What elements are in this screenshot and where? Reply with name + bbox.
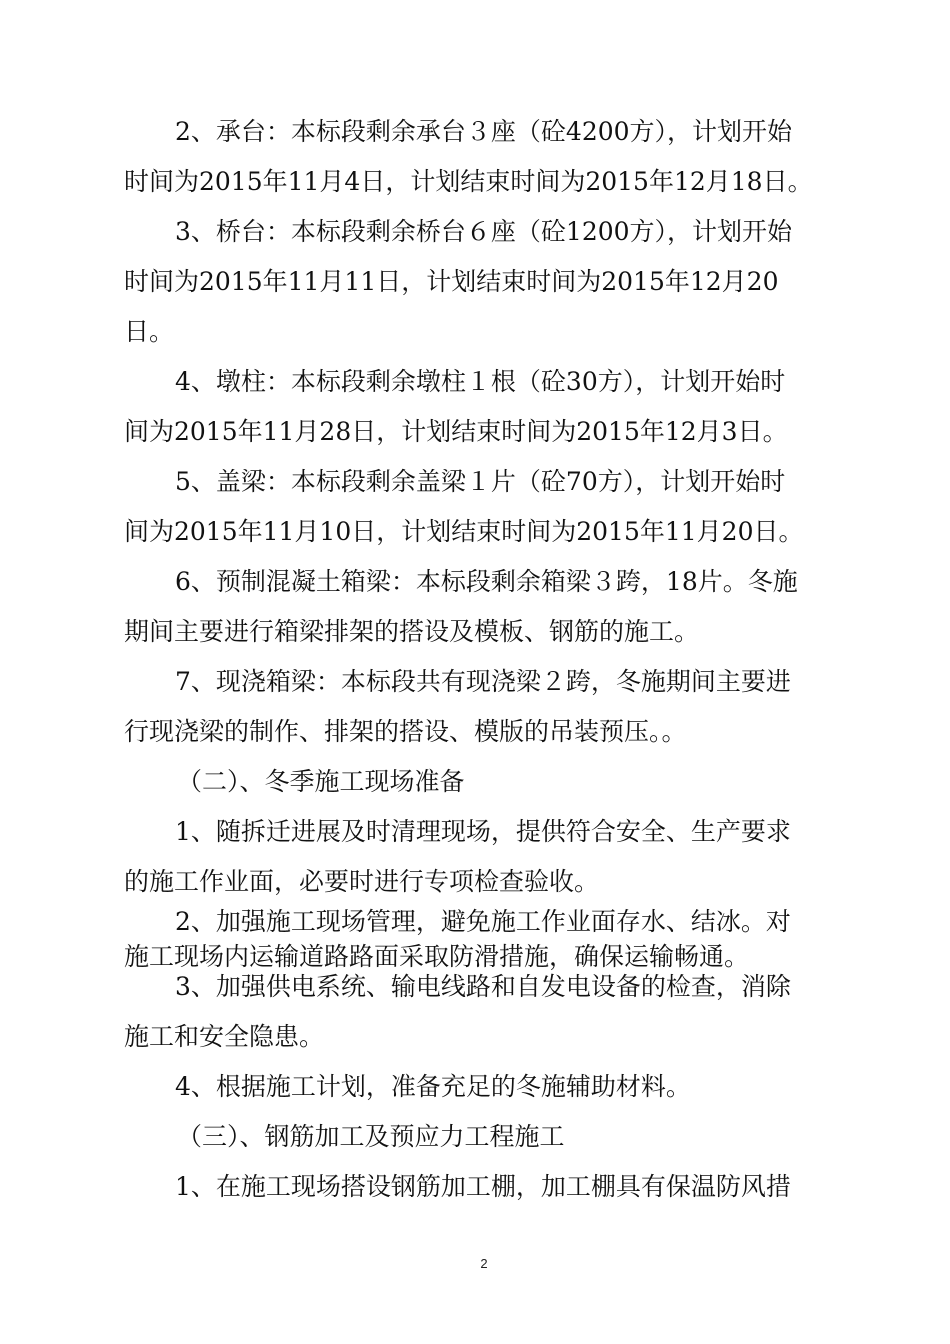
section-heading: （二）、冬季施工现场准备 bbox=[177, 767, 465, 796]
text-line: 期间主要进行箱梁排架的搭设及模板、钢筋的施工。 bbox=[124, 617, 700, 646]
page-number: 2 bbox=[480, 1256, 488, 1271]
section-heading: （三）、钢筋加工及预应力工程施工 bbox=[177, 1122, 565, 1151]
text-line: 1、随拆迁进展及时清理现场，提供符合安全、生产要求 bbox=[175, 817, 791, 846]
text-line: 7、现浇箱梁：本标段共有现浇梁２跨，冬施期间主要进 bbox=[175, 667, 791, 696]
text-line: 施工和安全隐患。 bbox=[124, 1022, 325, 1051]
text-line: 间为2015年11月10日，计划结束时间为2015年11月20日。 bbox=[124, 517, 804, 546]
text-line: 时间为2015年11月4日，计划结束时间为2015年12月18日。 bbox=[124, 167, 813, 196]
text-line: 1、在施工现场搭设钢筋加工棚，加工棚具有保温防风措 bbox=[175, 1172, 791, 1201]
text-line: 间为2015年11月28日，计划结束时间为2015年12月3日。 bbox=[124, 417, 788, 446]
text-line: 2、承台：本标段剩余承台３座（砼4200方），计划开始 bbox=[175, 117, 793, 146]
text-line: 时间为2015年11月11日，计划结束时间为2015年12月20 bbox=[124, 267, 779, 296]
text-line: 6、预制混凝土箱梁：本标段剩余箱梁３跨，18片。冬施 bbox=[175, 567, 798, 596]
text-line: 2、加强施工现场管理，避免施工作业面存水、结冰。对 bbox=[175, 907, 791, 936]
text-line: 日。 bbox=[124, 317, 175, 346]
text-line: 施工现场内运输道路路面采取防滑措施，确保运输畅通。 bbox=[124, 942, 750, 971]
text-line: 的施工作业面，必要时进行专项检查验收。 bbox=[124, 867, 600, 896]
text-line: 3、桥台：本标段剩余桥台６座（砼1200方），计划开始 bbox=[175, 217, 793, 246]
text-line: 4、墩柱：本标段剩余墩柱１根（砼30方），计划开始时 bbox=[175, 367, 786, 396]
text-line: 行现浇梁的制作、排架的搭设、模版的吊装预压。。 bbox=[124, 717, 687, 746]
text-line: 5、盖梁：本标段剩余盖梁１片（砼70方），计划开始时 bbox=[175, 467, 786, 496]
text-line: 4、根据施工计划，准备充足的冬施辅助材料。 bbox=[175, 1072, 691, 1101]
text-line: 3、加强供电系统、输电线路和自发电设备的检查，消除 bbox=[175, 972, 791, 1001]
